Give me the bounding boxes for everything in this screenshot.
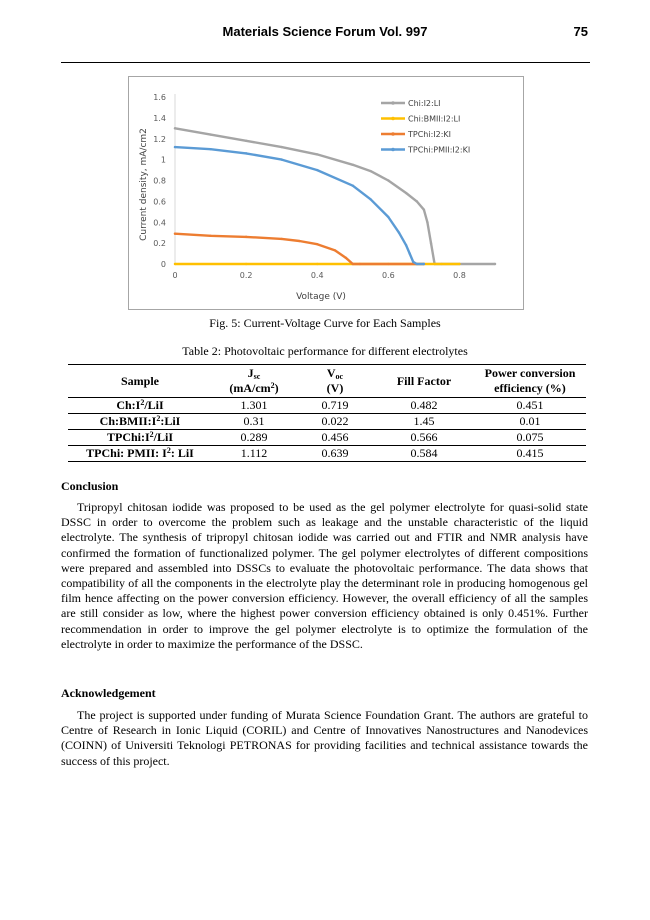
sample-text: TPChi: PMII: I	[86, 446, 167, 460]
data-point	[352, 164, 354, 166]
cell-pce: 0.415	[516, 446, 544, 460]
pce-line1: Power conversion	[484, 366, 576, 380]
y-tick-label: 0.4	[153, 218, 166, 228]
data-point	[494, 263, 496, 265]
cell-ff: 0.482	[410, 398, 438, 412]
y-axis-title: Current density, mA/cm2	[139, 128, 149, 241]
table-row	[68, 446, 586, 462]
data-point	[352, 263, 354, 265]
header-voc	[296, 365, 374, 398]
data-point	[405, 192, 407, 194]
data-point	[298, 240, 300, 242]
data-point	[280, 146, 282, 148]
x-axis-title: Voltage (V)	[296, 292, 346, 302]
legend-marker	[391, 101, 395, 105]
table-header-row	[68, 365, 586, 398]
data-point	[387, 216, 389, 218]
data-point	[316, 263, 318, 265]
cell-pce: 0.451	[516, 398, 544, 412]
y-tick-label: 1.6	[153, 93, 166, 102]
conclusion-heading: Conclusion	[61, 479, 119, 493]
x-tick-label: 0.8	[453, 271, 466, 280]
y-tick-label: 1.4	[153, 113, 166, 123]
running-header-journal: Materials Science Forum Vol. 997	[222, 24, 428, 39]
y-tick-label: 0.8	[153, 176, 166, 186]
cell-voc: 0.456	[321, 430, 349, 444]
table-caption: Table 2: Photovoltaic performance for different electrolytes	[182, 344, 468, 358]
sample-text: TPChi:I	[106, 430, 150, 444]
cell-voc: 0.639	[321, 446, 349, 460]
sample-text: Ch:I	[116, 398, 141, 412]
data-point	[316, 153, 318, 155]
page-number: 75	[573, 24, 588, 39]
x-tick-label: 0.6	[381, 271, 395, 280]
cell-sample	[68, 398, 212, 414]
cell-ff: 0.584	[410, 446, 438, 460]
data-point	[398, 231, 400, 233]
jsc-unit-superscript: 2	[270, 381, 275, 390]
legend-label: TPChi:PMII:I2:KI	[408, 145, 471, 155]
header-sample: Sample	[120, 373, 159, 388]
data-point	[412, 261, 414, 263]
voc-unit: (V)	[326, 381, 344, 395]
sample-superscript: 2	[149, 430, 154, 439]
data-point	[280, 158, 282, 160]
data-point	[416, 200, 418, 202]
pce-line2: efficiency (%)	[494, 381, 566, 395]
data-point	[405, 244, 407, 246]
header-rule	[61, 62, 590, 63]
legend-label: Chi:BMII:I2:LI	[408, 114, 461, 124]
y-tick-label: 0	[160, 260, 166, 269]
cell-pce: 0.075	[516, 430, 544, 444]
data-point	[245, 236, 247, 238]
data-point	[416, 263, 418, 265]
data-point	[352, 185, 354, 187]
y-tick-label: 0.2	[153, 239, 166, 249]
header-fill-factor: Fill Factor	[396, 373, 452, 388]
jsc-unit: (mA/cm	[229, 381, 271, 395]
sample-superscript: 2	[140, 398, 145, 407]
cell-sample	[68, 446, 212, 462]
cell-voc: 0.022	[321, 414, 349, 428]
jsc-unit-close: )	[274, 381, 279, 395]
data-point	[408, 252, 410, 254]
cell-jsc: 1.301	[240, 398, 268, 412]
iv-curve-chart	[129, 77, 523, 309]
y-tick-label: 0.6	[153, 197, 166, 207]
sample-text-end: : LiI	[170, 446, 194, 460]
cell-sample	[68, 430, 212, 446]
header-pce	[474, 365, 586, 398]
cell-jsc: 0.289	[240, 430, 268, 444]
data-point	[344, 257, 346, 259]
cell-jsc: 0.31	[243, 414, 265, 428]
cell-ff: 1.45	[413, 414, 435, 428]
sample-superscript: 2	[166, 446, 171, 455]
legend-marker	[391, 148, 395, 152]
sample-superscript: 2	[156, 414, 161, 423]
acknowledgement-heading: Acknowledgement	[61, 686, 156, 700]
header-jsc	[212, 365, 296, 398]
legend-label: Chi:I2:LI	[408, 99, 441, 108]
sample-text-end: :LiI	[160, 414, 181, 428]
x-tick-label: 0	[172, 271, 178, 280]
jsc-symbol: J	[247, 366, 254, 380]
data-point	[245, 140, 247, 142]
x-tick-label: 0.2	[239, 271, 253, 280]
legend-label: TPChi:I2:KI	[408, 130, 452, 139]
data-point	[316, 243, 318, 245]
data-point	[209, 133, 211, 135]
data-point	[369, 198, 371, 200]
legend-marker	[391, 117, 395, 121]
photovoltaic-table	[68, 364, 586, 462]
voc-symbol: V	[326, 366, 336, 380]
cell-sample	[68, 414, 212, 430]
y-tick-label: 1	[160, 155, 166, 165]
data-point	[209, 235, 211, 237]
data-point	[426, 221, 428, 223]
data-point	[316, 169, 318, 171]
data-point	[174, 263, 176, 265]
x-tick-label: 0.4	[310, 271, 324, 280]
data-point	[174, 233, 176, 235]
data-point	[423, 263, 425, 265]
sample-text: Ch:BMII:I	[99, 414, 157, 428]
data-point	[359, 263, 361, 265]
data-point	[280, 238, 282, 240]
table-row	[68, 430, 586, 446]
series-line	[175, 234, 424, 264]
data-point	[387, 179, 389, 181]
jsc-subscript: sc	[253, 372, 261, 381]
sample-text-end: /LiI	[153, 430, 174, 444]
y-tick-label: 1.2	[153, 134, 166, 144]
cell-jsc: 1.112	[240, 446, 268, 460]
conclusion-paragraph: Tripropyl chitosan iodide was proposed to be used as the gel polymer electrolyte for quasi-solid state DSSC in order to overcome the problem such as leakage and the unstable characteristic of the liquid electrolyte. The synthesis of tripropyl chitosan iodide was carried out and FTIR and NMR analysis have confirmed the formation of functionalized polymer. The gel polymer electrolytes of different compositions were prepared and assembled into DSSCs to evaluate the photovoltaic performance. The data shows that compatibility of all the components in the electrolyte play the determinant role in producing homogenous gel film hence affecting on the power conversion efficiency. However, the overall efficiency of all the samples are still consider as low, where the highest power conversion efficiency obtained is only 0.451%. Further recommendation in order to improve the gel polymer electrolyte is to optimize the formulation of the electrolyte in order to maximize the performance of the DSSC.	[61, 500, 588, 651]
table-row	[68, 398, 586, 414]
data-point	[245, 263, 247, 265]
data-point	[430, 242, 432, 244]
data-point	[369, 170, 371, 172]
cell-pce: 0.01	[519, 414, 541, 428]
iv-curve-figure	[128, 76, 524, 310]
legend-marker	[391, 132, 395, 136]
figure-caption: Fig. 5: Current-Voltage Curve for Each Samples	[209, 316, 441, 330]
series-line	[175, 147, 424, 264]
sample-text-end: /LiI	[144, 398, 164, 412]
data-point	[174, 127, 176, 129]
table-row	[68, 414, 586, 430]
data-point	[209, 148, 211, 150]
data-point	[334, 249, 336, 251]
cell-voc: 0.719	[321, 398, 349, 412]
data-point	[174, 146, 176, 148]
acknowledgement-paragraph: The project is supported under funding of Murata Science Foundation Grant. The authors are grateful to Centre of Research in Ionic Liquid (CORIL) and Centre of Innovatives Nanostructures and Nanodevices (COINN) of Universiti Teknologi PETRONAS for providing facilities and technical assistance towards the success of this project.	[61, 708, 588, 768]
data-point	[423, 209, 425, 211]
data-point	[458, 263, 460, 265]
voc-subscript: oc	[335, 372, 344, 381]
cell-ff: 0.566	[410, 430, 438, 444]
data-point	[245, 152, 247, 154]
